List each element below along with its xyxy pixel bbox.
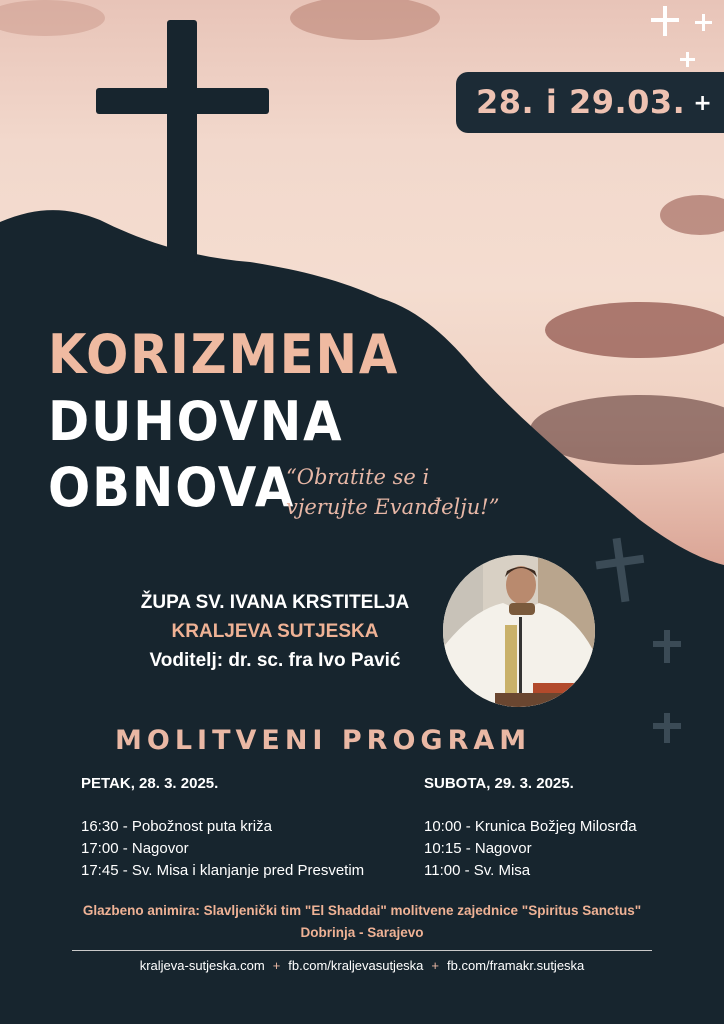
priest-photo	[443, 555, 595, 707]
website-link[interactable]: kraljeva-sutjeska.com	[139, 958, 265, 973]
schedule-item: 16:30 - Pobožnost puta križa	[81, 818, 272, 835]
day-friday	[81, 775, 364, 882]
cloud	[660, 195, 724, 235]
cloud	[290, 0, 440, 40]
program-heading: MOLITVENI PROGRAM	[115, 725, 532, 756]
schedule-item: 10:00 - Krunica Božjeg Milosrđa	[424, 818, 637, 835]
day-saturday	[424, 775, 637, 882]
cross-horizontal	[96, 88, 269, 114]
schedule-item: 11:00 - Sv. Misa	[424, 862, 531, 879]
cloud	[0, 0, 105, 36]
priest-illustration	[443, 555, 595, 707]
plus-separator: +	[431, 958, 440, 973]
sparkle-icons	[651, 6, 712, 67]
parish-name: ŽUPA SV. IVANA KRSTITELJA	[140, 592, 410, 613]
parish-info	[90, 588, 460, 675]
plus-icon: +	[693, 91, 713, 116]
divider	[72, 950, 652, 951]
music-line-2: Dobrinja - Sarajevo	[300, 925, 424, 940]
sparkle-icon	[695, 14, 712, 31]
title-line-3: OBNOVA	[48, 456, 296, 519]
music-line-1: Glazbeno animira: Slavljenički tim "El Shaddai" molitvene zajednice "Spiritus Sanctus"	[82, 903, 642, 918]
schedule-item: 10:15 - Nagovor	[424, 840, 532, 857]
date-text: 28. i 29.03.	[476, 83, 686, 121]
day-date: PETAK, 28. 3. 2025.	[81, 775, 219, 792]
schedule-item: 17:45 - Sv. Misa i klanjanje pred Presvetim	[81, 862, 365, 879]
motto-line-1: “Obratite se i	[286, 465, 430, 489]
facebook-link-parish[interactable]: fb.com/kraljevasutjeska	[288, 958, 424, 973]
plus-separator: +	[272, 958, 281, 973]
day-date: SUBOTA, 29. 3. 2025.	[424, 775, 574, 792]
cloud	[545, 302, 724, 358]
parish-place: KRALJEVA SUTJESKA	[171, 621, 379, 642]
title-line-2: DUHOVNA	[48, 390, 344, 453]
parish-leader: Voditelj: dr. sc. fra Ivo Pavić	[149, 650, 401, 671]
cross-vertical	[167, 20, 197, 262]
title-line-1: KORIZMENA	[48, 323, 400, 386]
music-credit	[0, 900, 724, 944]
sparkle-icon	[680, 52, 695, 67]
schedule-item: 17:00 - Nagovor	[81, 840, 189, 857]
date-badge	[456, 72, 724, 133]
motto	[286, 462, 499, 522]
facebook-link-frama[interactable]: fb.com/framakr.sutjeska	[447, 958, 585, 973]
footer-links	[0, 958, 724, 973]
sparkle-icon	[651, 6, 679, 36]
motto-line-2: vjerujte Evanđelju!”	[286, 495, 500, 519]
